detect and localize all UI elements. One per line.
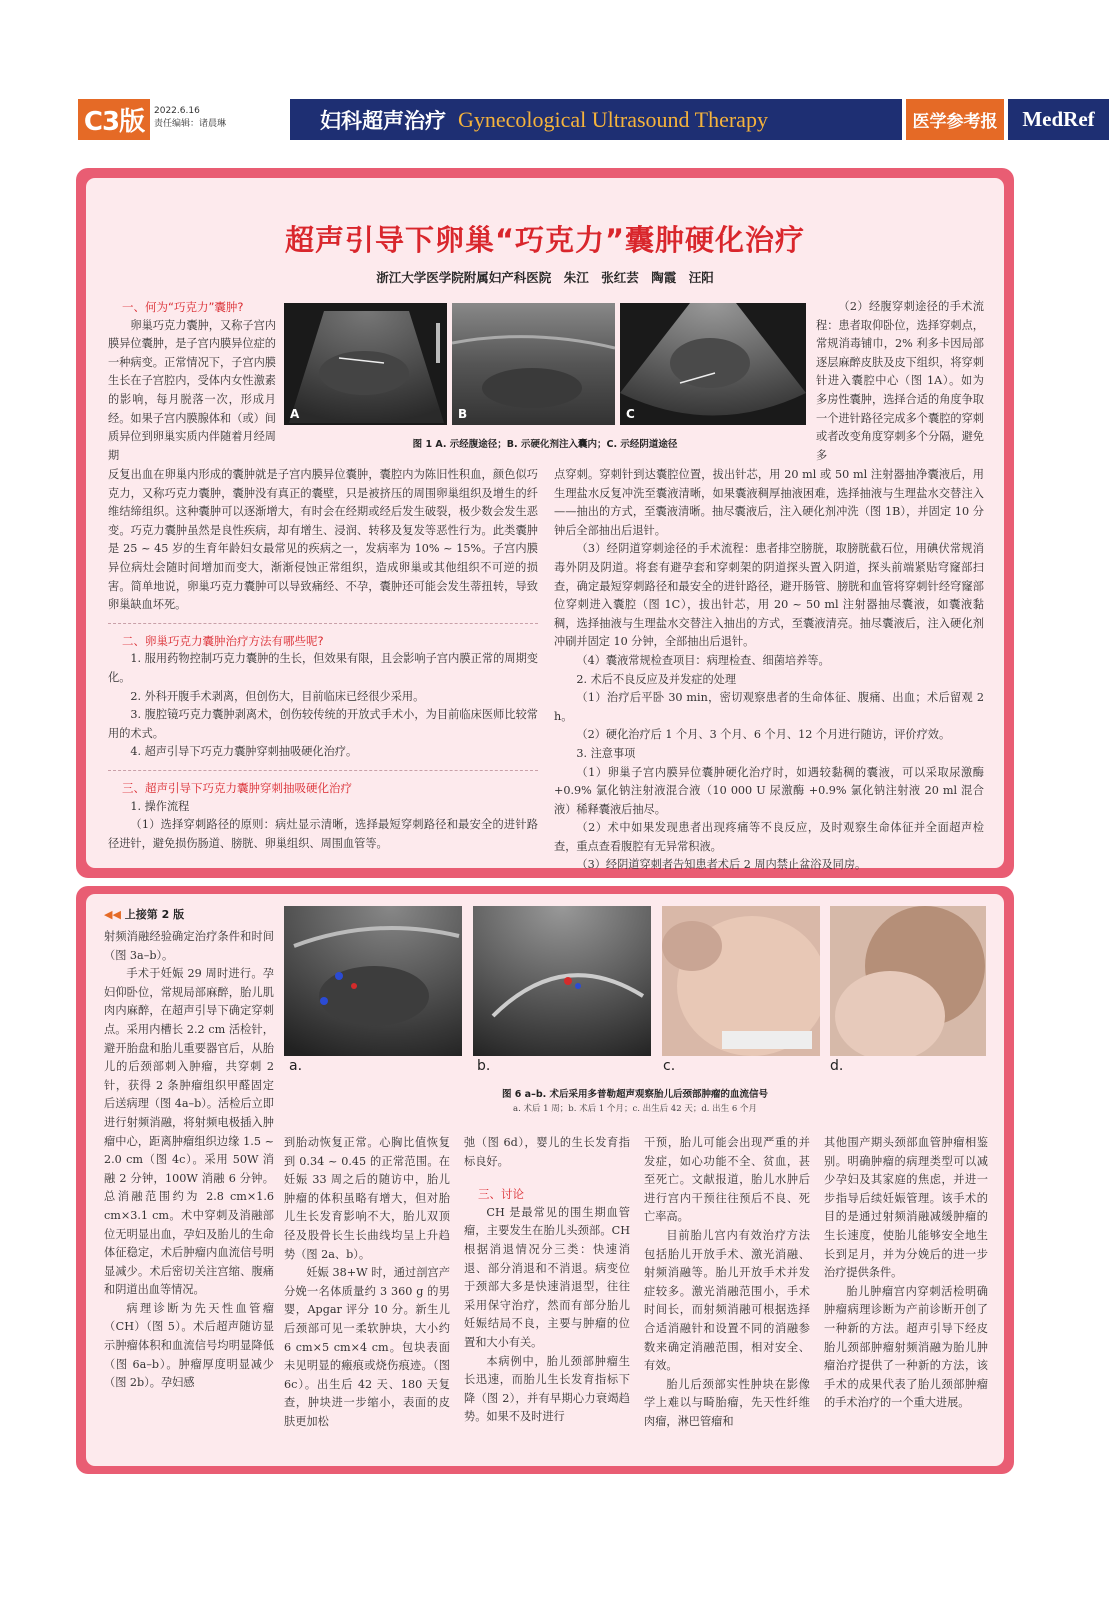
article-title: 超声引导下卵巢“巧克力”囊肿硬化治疗	[284, 223, 806, 257]
divider	[108, 770, 538, 771]
figure-label: a.	[289, 1058, 303, 1074]
figure-caption: 图 6 a–b. 术后采用多普勒超声观察胎儿后颈部肿瘤的血流信号	[501, 1089, 769, 1100]
publication-name: 医学参考报	[906, 99, 1004, 140]
paragraph: （2）术中如果发现患者出现疼痛等不良反应，及时观察生命体征并全面超声检查，重点查看腹腔有无异常积液。	[554, 821, 984, 853]
text-column-3	[464, 1134, 630, 1427]
article-panel-inner	[86, 178, 1004, 872]
paragraph: （3）经阴道穿刺者告知患者术后 2 周内禁止盆浴及同房。	[576, 858, 867, 872]
arrow-left-icon: ◀◀	[104, 908, 121, 921]
doppler-image-b	[473, 906, 651, 1056]
text-column-2	[284, 1134, 450, 1432]
continued-panel-inner	[86, 894, 1004, 1466]
paragraph: 点穿刺。穿刺针到达囊腔位置，拔出针芯，用 20 ml 或 50 ml 注射器抽净囊液后，用生理盐水反复冲洗至囊液清晰，如果囊液稠厚抽液困难，选择抽液与生理盐水交替注入——抽出的方式，至囊液清晰。抽尽囊液后，注入硬化剂冲洗（图 1B），并固定 10 分钟后全部抽出后退针。	[554, 468, 984, 537]
figure-label: d.	[830, 1058, 844, 1074]
text-column-right	[816, 298, 984, 465]
article-authors: 浙江大学医学院附属妇产科医院 朱江 张红芸 陶霞 汪阳	[376, 270, 714, 285]
paragraph: （1）选择穿刺路径的原则：病灶显示清晰，选择最短穿刺路径和最安全的进针路径进针，避免损伤肠道、膀胱、卵巢组织、周围血管等。	[108, 818, 538, 850]
article-panel	[76, 168, 1014, 878]
section-title-cn: 妇科超声治疗	[320, 107, 446, 133]
ultrasound-graphic	[452, 303, 615, 425]
continued-marker	[104, 906, 184, 922]
divider	[108, 623, 538, 624]
section-banner	[290, 99, 902, 140]
figure-label: b.	[477, 1058, 491, 1074]
paragraph: 本病例中，胎儿颈部肿瘤生长迅速，而胎儿生长发育指标下降（图 2），并有早期心力衰竭趋势。如果不及时进行	[464, 1354, 630, 1424]
brand-logo: MedRef	[1008, 99, 1109, 140]
ultrasound-image-b	[452, 303, 615, 425]
section-heading: 三、超声引导下巧克力囊肿穿刺抽吸硬化治疗	[122, 780, 352, 795]
text-column-mid-left	[108, 466, 538, 853]
paragraph: 反复出血在卵巢内形成的囊肿就是子宫内膜异位囊肿，囊腔内为陈旧性积血，颜色似巧克力，又称巧克力囊肿，囊肿没有真正的囊壁，只是被挤压的周围卵巢组织及增生的纤维结缔组织。这种囊肿可以逐渐增大，有时会在经期或经后发生破裂，极少数会发生恶变。巧克力囊肿虽然是良性疾病，却有增生、浸润、转移及复发等恶性行为。此类囊肿是 25 ~ 45 岁的生育年龄妇女最常见的疾病之一，发病率为 10% ~ 15%。子宫内膜异位病灶会随时间增加而变大，渐渐侵蚀正常组织，造成卵巢或其他组织不可逆的损害。简单地说，卵巢巧克力囊肿可以导致痛经、不孕，囊肿还可能会发生蒂扭转，导致卵巢缺血坏死。	[108, 468, 538, 612]
figure-caption: 图 1 A. 示经腹途径；B. 示硬化剂注入囊内；C. 示经阴道途径	[412, 439, 678, 450]
ultrasound-image-a	[284, 303, 447, 425]
ultrasound-graphic	[620, 303, 806, 425]
photo-graphic	[662, 906, 820, 1056]
paragraph: 3. 腹腔镜巧克力囊肿剥离术，创伤较传统的开放式手术小，为目前临床医师比较常用的术式。	[108, 708, 538, 740]
paragraph: 1. 服用药物控制巧克力囊肿的生长，但效果有限，且会影响子宫内膜正常的周期变化。	[108, 652, 538, 684]
paragraph: 胎儿后颈部实性肿块在影像学上难以与畸胎瘤，先天性纤维肉瘤，淋巴管瘤和	[644, 1377, 810, 1428]
paragraph: 病理诊断为先天性血管瘤（CH）（图 5）。术后超声随访显示肿瘤体积和血流信号均明显降低（图 6a–b）。肿瘤厚度明显减少（图 2b）。孕妇感	[104, 1301, 274, 1390]
text-column-mid-right	[554, 466, 984, 875]
ultrasound-image-c	[620, 303, 806, 425]
section-title-en: Gynecological Ultrasound Therapy	[458, 106, 768, 132]
paragraph: （2）硬化治疗后 1 个月、3 个月、6 个月、12 个月进行随访，评价疗效。	[576, 728, 951, 742]
text-column-5	[824, 1134, 988, 1413]
text-column-left	[108, 298, 276, 465]
doppler-image-a	[284, 906, 462, 1056]
paragraph: 手术于妊娠 29 周时进行。孕妇仰卧位，常规局部麻醉，胎儿肌肉内麻醉，在超声引导下确定穿刺点。采用内槽长 2.2 cm 活检针，避开胎盘和胎儿重要器官后，从胎儿的后颈部刺入肿瘤，共穿刺 2 针，获得 2 条肿瘤组织甲醛固定后送病理（图 4a–b）。活检后立即进行射频消融，将射频电极插入肿瘤中心，距离肿瘤组织边缘 1.5 ~ 2.0 cm（图 4c）。采用 50W 消融 2 分钟，100W 消融 6 分钟。总消融范围约为 2.8 cm×1.6 cm×3.1 cm。术中穿刺及消融部位无明显出血，孕妇及胎儿的生命体征稳定，术后肿瘤内血流信号明显减少。术后密切关注宫缩、腹痛和阴道出血等情况。	[104, 967, 274, 1297]
paragraph: CH 是最常见的围生期血管瘤，主要发生在胎儿头颈部。CH 根据消退情况分三类：快速消退、部分消退和不消退。病变位于颈部大多是快速消退型，往往采用保守治疗，然而有部分胎儿妊娠结局不良，主要与肿瘤的位置和大小有关。	[464, 1205, 630, 1349]
page-label: C3版	[78, 99, 150, 140]
issue-date: 2022.6.16	[154, 106, 200, 116]
paragraph: 2. 术后不良反应及并发症的处理	[576, 672, 737, 686]
paragraph: 目前胎儿宫内有效治疗方法包括胎儿开放手术、激光消融、射频消融等。胎儿开放手术并发症较多。激光消融范围小，手术时间长，而射频消融可根据选择合适消融针和设置不同的消融参数来确定消融范围，相对安全、有效。	[644, 1228, 810, 1373]
paragraph: 弛（图 6d），婴儿的生长发育指标良好。	[464, 1136, 630, 1168]
figure-label: B	[458, 407, 468, 421]
figure-label: C	[626, 407, 635, 421]
figure-label: A	[290, 407, 300, 421]
paragraph: 其他围产期头颈部血管肿瘤相鉴别。明确肿瘤的病理类型可以减少孕妇及其家庭的焦虑，并进一步指导后续妊娠管理。该手术的目的是通过射频消融减缓肿瘤的生长速度，使胎儿能够安全地生长到足月，并为分娩后的进一步治疗提供条件。	[824, 1136, 988, 1280]
paragraph: 胎儿肿瘤宫内穿刺活检明确肿瘤病理诊断为产前诊断开创了一种新的方法。超声引导下经皮胎儿颈部肿瘤射频消融为胎儿肿瘤治疗提供了一种新的方法，该手术的成果代表了胎儿颈部肿瘤的手术治疗的一个重大进展。	[824, 1284, 988, 1410]
ultrasound-graphic	[284, 303, 447, 425]
paragraph: （1）治疗后平卧 30 min，密切观察患者的生命体征、腹痛、出血；术后留观 2 h。	[554, 691, 984, 723]
doppler-graphic	[473, 906, 651, 1056]
text-column-4	[644, 1134, 810, 1432]
section-heading: 三、讨论	[478, 1187, 524, 1202]
paragraph: 1. 操作流程	[130, 799, 190, 813]
paragraph: （4）囊液常规检查项目：病理检查、细菌培养等。	[576, 653, 830, 667]
header-meta	[154, 101, 284, 142]
page-header	[78, 99, 1095, 140]
paragraph: 干预，胎儿可能会出现严重的并发症，如心功能不全、贫血，甚至死亡。文献报道，胎儿水肿后进行宫内干预往往预后不良、死亡率高。	[644, 1136, 810, 1224]
paragraph: 到胎动恢复正常。心胸比值恢复到 0.34 ~ 0.45 的正常范围。在妊娠 33 周之后的随访中，胎儿肿瘤的体积虽略有增大，但对胎儿生长发育影响不大，胎儿双顶径及股骨长生长曲线均呈上升趋势（图 2a、b）。	[284, 1136, 450, 1261]
paragraph: （1）卵巢子宫内膜异位囊肿硬化治疗时，如遇较黏稠的囊液，可以采取尿激酶 +0.9% 氯化钠注射液混合液（10 000 U 尿激酶 +0.9% 氯化钠注射液 20 ml 混合液）稀释囊液后抽尽。	[554, 765, 984, 816]
doppler-graphic	[284, 906, 462, 1056]
infant-photo-d	[830, 906, 986, 1056]
section-heading: 二、卵巢巧克力囊肿治疗方法有哪些呢?	[122, 633, 324, 648]
paragraph: 2. 外科开腹手术剥离，但创伤大，目前临床已经很少采用。	[130, 689, 425, 703]
paragraph: 4. 超声引导下巧克力囊肿穿刺抽吸硬化治疗。	[130, 745, 358, 759]
paragraph: （2）经腹穿刺途径的手术流程：患者取仰卧位，选择穿刺点，常规消毒铺巾，2% 利多卡因局部逐层麻醉皮肤及皮下组织，将穿刺针进入囊腔中心（图 1A）。如为多房性囊肿，选择合适的角度争取一个进针路径完成多个囊腔的穿刺或者改变角度穿刺多个分隔，避免多	[816, 300, 984, 462]
figure-label: c.	[663, 1058, 676, 1074]
infant-photo-c	[662, 906, 820, 1056]
photo-graphic	[830, 906, 986, 1056]
figure-subcaption: a. 术后 1 周；b. 术后 1 个月；c. 出生后 42 天；d. 出生 6 个月	[513, 1104, 757, 1114]
paragraph: 3. 注意事项	[576, 746, 636, 760]
continued-marker-text: 上接第 2 版	[124, 908, 185, 921]
text-column-1	[104, 928, 274, 1393]
continued-panel	[76, 886, 1014, 1474]
paragraph: 射频消融经验确定治疗条件和时间（图 3a–b）。	[104, 930, 274, 962]
section-heading: 一、何为“巧克力”囊肿?	[122, 300, 244, 314]
editor: 责任编辑：诸晨琳	[154, 119, 227, 129]
paragraph: （3）经阴道穿刺途径的手术流程：患者排空膀胱，取膀胱截石位，用碘伏常规消毒外阴及阴道。将套有避孕套和穿刺架的阴道探头置入阴道，探头前端紧贴穹窿部扫查，确定最短穿刺路径和最安全的进针路径，避开肠管、膀胱和血管将穿刺针经穹窿部位穿刺进入囊腔（图 1C），拔出针芯，用 20 ~ 50 ml 注射器抽尽囊液，如囊液黏稠，选择抽液与生理盐水交替注入抽出的方式，至囊液清亮。抽尽囊液后，注入硬化剂冲刷并固定 10 分钟，全部抽出后退针。	[554, 542, 984, 649]
paragraph: 妊娠 38+W 时，通过剖宫产分娩一名体质量约 3 360 g 的男婴，Apgar 评分 10 分。新生儿后颈部可见一柔软肿块，大小约 6 cm×5 cm×4 cm。包块表面未见明显的瘢痕或烧伤痕迹。（图 6c）。出生后 42 天、180 天复查，肿块进一步缩小，表面的皮肤更加松	[284, 1266, 450, 1428]
paragraph: 卵巢巧克力囊肿，又称子宫内膜异位囊肿，是子宫内膜异位症的一种病变。正常情况下，子宫内膜生长在子宫腔内，受体内女性激素的影响，每月脱落一次，形成月经。如果子宫内膜腺体和（或）间质异位到卵巢实质内伴随着月经周期	[108, 318, 276, 462]
